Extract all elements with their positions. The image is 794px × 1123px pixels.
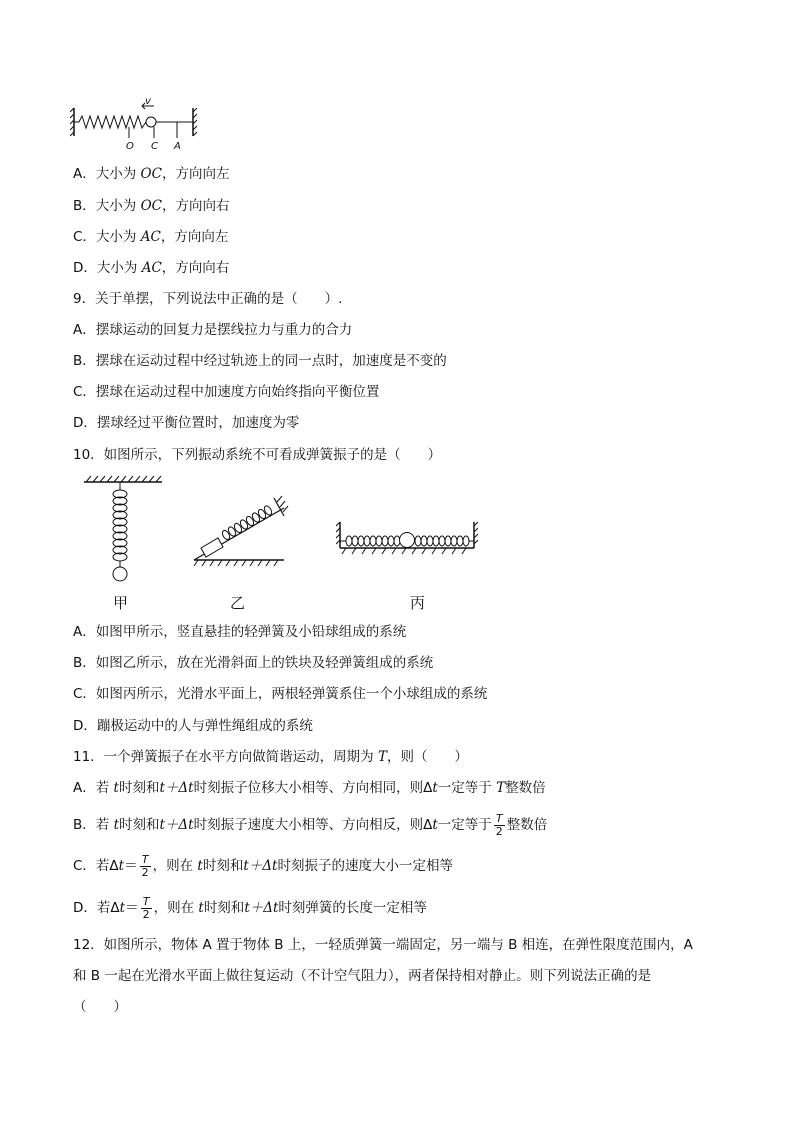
q8-label-o: O — [126, 141, 134, 152]
q11-c-fraction: $\frac{T}{2}$ — [141, 852, 149, 879]
q10-option-b: B．如图乙所示，放在光滑斜面上的铁块及轻弹簧组成的系统 — [73, 655, 434, 671]
q8-label-v: v — [145, 96, 151, 107]
q10-label-yi: 乙 — [230, 594, 246, 612]
q9-option-c: C．摆球在运动过程中加速度方向始终指向平衡位置 — [73, 384, 380, 400]
q11-stem: 11．一个弹簧振子在水平方向做简谐运动，周期为 T，则（ ） — [73, 749, 468, 765]
q9-option-a: A．摆球运动的回复力是摆线拉力与重力的合力 — [73, 322, 353, 338]
q11-option-b: B．若 t时刻和t＋Δt时刻振子速度大小相等、方向相反，则Δt一定等于 $\frac{T}{2}$ 整数倍 — [73, 811, 548, 838]
q10-stem: 10．如图所示，下列振动系统不可看成弹簧振子的是（ ） — [73, 447, 442, 463]
q8-label-a: A — [174, 141, 181, 152]
q9-option-d: D．摆球经过平衡位置时，加速度为零 — [73, 415, 300, 431]
q10-label-jia: 甲 — [113, 594, 129, 612]
q11-option-d: D．若Δt＝ $\frac{T}{2}$ ，则在 t时刻和t＋Δt时刻弹簧的长度一定相等 — [73, 894, 427, 921]
q10-option-a: A．如图甲所示，竖直悬挂的轻弹簧及小铅球组成的系统 — [73, 624, 407, 640]
q11-option-a: A．若 t时刻和t＋Δt时刻振子位移大小相等、方向相同，则Δt一定等于 T整数倍 — [73, 780, 546, 796]
q8-option-c: C．大小为 AC，方向向左 — [73, 229, 229, 245]
q9-option-b: B．摆球在运动过程中经过轨迹上的同一点时，加速度是不变的 — [73, 353, 447, 369]
q12-line-1: 12．如图所示，物体 A 置于物体 B 上，一轻质弹簧一端固定，另一端与 B 相连，在弹性限度范围内，A — [73, 937, 693, 953]
q8-option-b: B．大小为 OC，方向向右 — [73, 198, 230, 214]
q12-line-2: 和 B 一起在光滑水平面上做往复运动（不计空气阻力），两者保持相对静止。则下列说法正确的是 — [73, 968, 652, 984]
q11-option-c: C．若Δt＝ $\frac{T}{2}$ ，则在 t时刻和t＋Δt时刻振子的速度大小一定相等 — [73, 852, 453, 879]
q11-b-fraction: $\frac{T}{2}$ — [495, 811, 503, 838]
q11-d-fraction: $\frac{T}{2}$ — [142, 894, 150, 921]
q8-option-d: D．大小为 AC，方向向右 — [73, 260, 230, 276]
q9-stem: 9．关于单摆，下列说法中正确的是（ ）. — [73, 291, 343, 307]
q12-line-3: （ ） — [73, 999, 127, 1015]
q10-figure-bing — [336, 518, 478, 558]
q10-option-c: C．如图丙所示，光滑水平面上，两根轻弹簧系住一个小球组成的系统 — [73, 686, 488, 702]
q10-option-d: D．蹦极运动中的人与弹性绳组成的系统 — [73, 718, 313, 734]
q10-figure-jia — [82, 474, 164, 589]
q8-label-c: C — [151, 141, 158, 152]
q8-option-a: A．大小为 OC，方向向左 — [73, 166, 230, 182]
q10-label-bing: 丙 — [410, 594, 426, 612]
q10-figure-yi — [192, 490, 296, 570]
